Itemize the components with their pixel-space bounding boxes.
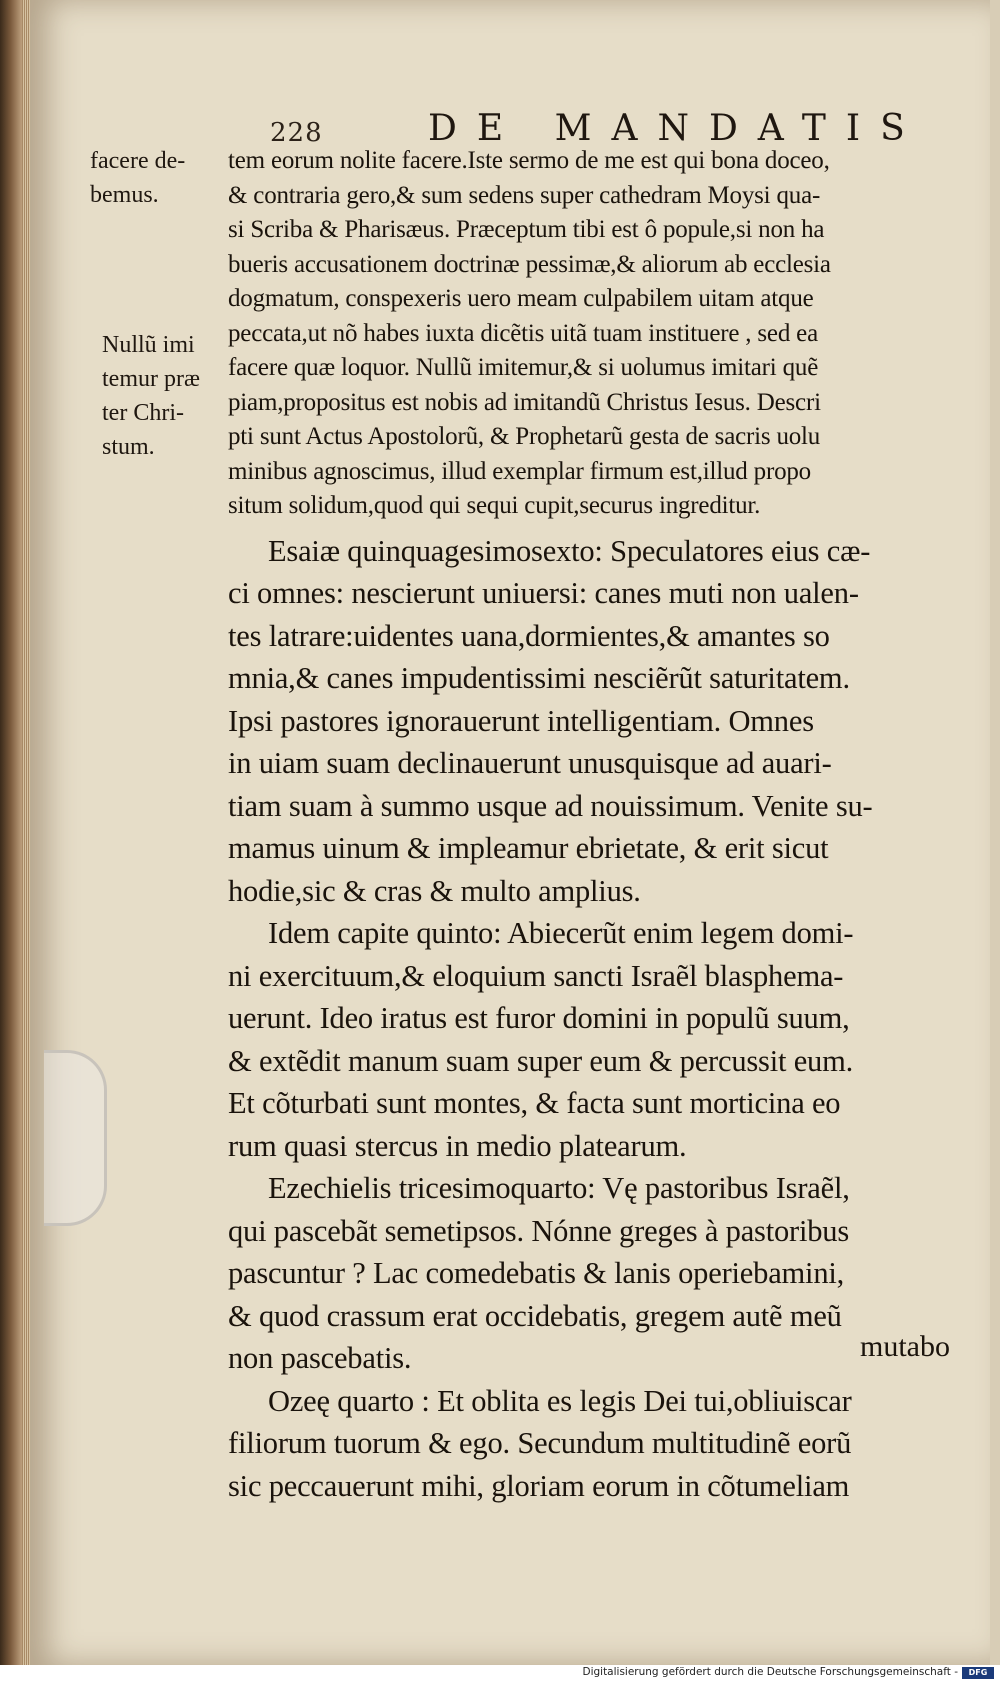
text-line: Ozeę quarto : Et oblita es legis Dei tui,obliuiscar xyxy=(268,1383,852,1418)
text-line: dogmatum, conspexeris uero meam culpabilem uitam atque xyxy=(228,285,814,312)
text-line: & quod crassum erat occidebatis, gregem autẽ meũ xyxy=(228,1298,842,1333)
text-line: Idem capite quinto: Abiecerũt enim legem domi- xyxy=(268,916,854,950)
running-title: DE MANDATIS xyxy=(428,108,925,149)
page-edges xyxy=(22,0,30,1665)
text-line: pti sunt Actus Apostolorũ, & Prophetarũ gesta de sacris uolu xyxy=(228,423,821,450)
dfg-logo: DFG xyxy=(962,1667,994,1679)
margin-note-line: bemus. xyxy=(90,182,159,208)
margin-note-line: temur præ xyxy=(102,366,200,392)
text-line: mnia,& canes impudentissimi nesciẽrũt saturitatem. xyxy=(228,661,850,695)
text-line: Esaiæ quinquagesimosexto: Speculatores eius cæ- xyxy=(268,533,871,568)
text-line: ci omnes: nescierunt uniuersi: canes muti non ualen- xyxy=(228,576,859,610)
text-line: & extẽdit manum suam super eum & percussit eum. xyxy=(228,1043,854,1078)
body-text xyxy=(228,144,948,1507)
text-line: tes latrare:uidentes uana,dormientes,& amantes so xyxy=(228,618,830,653)
footer-credit: Digitalisierung gefördert durch die Deutsche Forschungsgemeinschaft - xyxy=(582,1666,958,1678)
text-line: peccata,ut nõ habes iuxta dicẽtis uitã tuam instituere , sed ea xyxy=(228,319,818,347)
text-line: rum quasi stercus in medio platearum. xyxy=(228,1128,687,1163)
text-line: Ezechielis tricesimoquarto: Vę pastoribus Israẽl, xyxy=(268,1171,850,1205)
text-line: minibus agnoscimus, illud exemplar firmum est,illud propo xyxy=(228,457,811,485)
text-line: facere quæ loquor. Nullũ imitemur,& si uolumus imitari quẽ xyxy=(228,354,819,381)
text-line: uerunt. Ideo iratus est furor domini in populũ suum, xyxy=(228,1001,850,1035)
text-line: mamus uinum & impleamur ebrietate, & erit sicut xyxy=(228,831,829,865)
folio-number: 228 xyxy=(270,118,323,148)
text-line: situm solidum,quod qui sequi cupit,securus ingreditur. xyxy=(228,492,761,519)
text-line: si Scriba & Pharisæus. Præceptum tibi est ô popule,si non ha xyxy=(228,216,825,243)
margin-note-1 xyxy=(90,144,185,212)
text-line: filiorum tuorum & ego. Secundum multitudinẽ eorũ xyxy=(228,1426,852,1460)
text-line: pascuntur ? Lac comedebatis & lanis operiebamini, xyxy=(228,1256,845,1290)
text-line: bueris accusationem doctrinæ pessimæ,& aliorum ab ecclesia xyxy=(228,250,831,278)
text-line: in uiam suam declinauerunt unusquisque ad auari- xyxy=(228,746,832,780)
page-clip xyxy=(44,1050,107,1226)
margin-note-line: stum. xyxy=(102,434,155,460)
margin-note-line: facere de- xyxy=(90,148,186,174)
margin-note-line: Nullũ imi xyxy=(102,332,195,358)
text-line: sic peccauerunt mihi, gloriam eorum in cõtumeliam xyxy=(228,1468,850,1503)
text-line: tiam suam à summo usque ad nouissimum. Venite su- xyxy=(228,788,873,823)
margin-note-line: ter Chri- xyxy=(102,400,184,426)
text-line: ni exercituum,& eloquium sancti Israẽl blasphema- xyxy=(228,958,844,993)
text-line: non pascebatis. xyxy=(228,1341,412,1375)
paragraph-large xyxy=(228,530,948,1508)
text-line: & contraria gero,& sum sedens super cathedram Moysi qua- xyxy=(228,181,821,209)
text-line: hodie,sic & cras & multo amplius. xyxy=(228,873,641,908)
text-line: Ipsi pastores ignorauerunt intelligentiam. Omnes xyxy=(228,703,814,738)
text-line: qui pascebãt semetipsos. Nónne greges à pastoribus xyxy=(228,1213,850,1248)
text-line: Et cõturbati sunt montes, & facta sunt morticina eo xyxy=(228,1086,841,1120)
paragraph-small xyxy=(228,144,948,524)
catchword: mutabo xyxy=(860,1330,950,1363)
digitization-footer xyxy=(0,1665,1000,1681)
text-line: piam,propositus est nobis ad imitandũ Christus Iesus. Descri xyxy=(228,388,821,416)
text-line: tem eorum nolite facere.Iste sermo de me est qui bona doceo, xyxy=(228,147,830,174)
margin-note-2 xyxy=(102,328,200,464)
book-page xyxy=(30,0,990,1665)
